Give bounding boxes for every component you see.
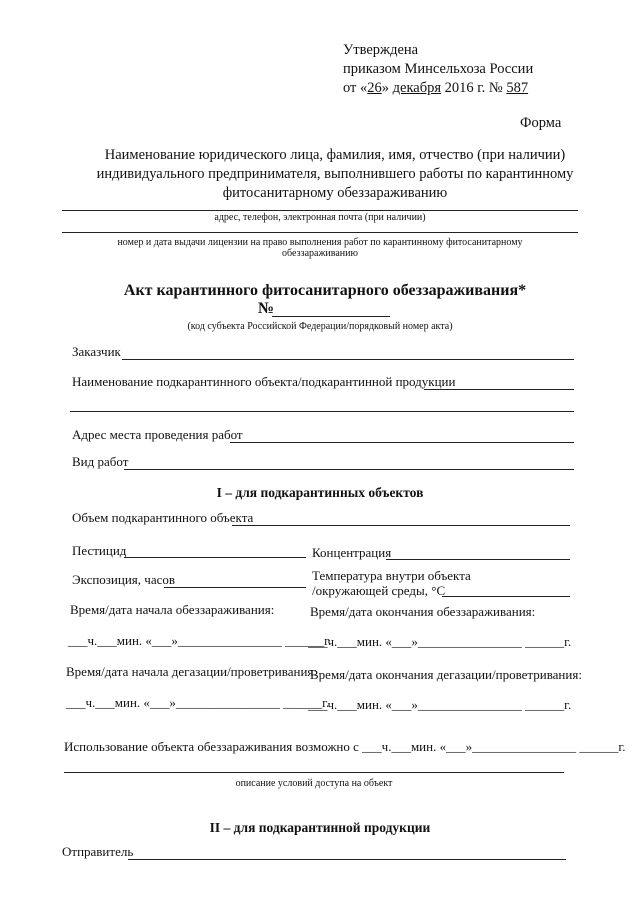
org-name-line[interactable] — [62, 210, 578, 211]
concentration-label: Концентрация — [312, 545, 392, 560]
act-number-caption: (код субъекта Российской Федерации/порядковый номер акта) — [187, 321, 453, 332]
work-address-field[interactable] — [230, 442, 574, 443]
object-name-field[interactable] — [424, 389, 574, 390]
exposure-label: Экспозиция, часов — [72, 572, 176, 587]
concentration-field[interactable] — [386, 559, 570, 560]
org-heading-line-3: фитосанитарному обеззараживанию — [222, 185, 448, 201]
act-number-sign: № — [258, 300, 275, 317]
usage-line[interactable]: Использование объекта обеззараживания возможно с ___ч.___мин. «___»________________ ______г. — [64, 739, 626, 754]
org-heading-line-2: индивидуального предпринимателя, выполнившего работы по карантинному — [96, 166, 574, 182]
approval-month: декабря — [392, 80, 442, 96]
approval-day: 26 — [367, 80, 382, 96]
disinfection-start-label: Время/дата начала обеззараживания: — [70, 602, 275, 617]
approval-year: 2016 г. № — [444, 80, 503, 96]
approval-close: » — [381, 80, 390, 96]
work-type-field[interactable] — [124, 469, 574, 470]
license-line[interactable] — [62, 232, 578, 233]
license-caption-2: обеззараживанию — [282, 248, 358, 259]
section1-title: I – для подкарантинных объектов — [216, 485, 424, 500]
volume-label: Объем подкарантинного объекта — [72, 510, 254, 525]
org-heading-line-1: Наименование юридического лица, фамилия, имя, отчество (при наличии) — [104, 147, 566, 163]
approval-ot: от « — [343, 80, 368, 96]
work-type-label: Вид работ — [72, 454, 129, 469]
customer-field[interactable] — [122, 359, 574, 360]
exposure-field[interactable] — [164, 587, 306, 588]
sender-label: Отправитель — [62, 844, 134, 859]
approval-line-2: приказом Минсельхоза России — [343, 61, 534, 77]
customer-label: Заказчик — [72, 344, 121, 359]
sender-field[interactable] — [128, 859, 566, 860]
approval-number: 587 — [506, 80, 529, 96]
disinfection-end-label: Время/дата окончания обеззараживания: — [310, 604, 536, 619]
temp-label-2-text: /окружающей среды, — [312, 583, 429, 598]
section2-title: II – для подкарантинной продукции — [209, 820, 431, 835]
pesticide-label: Пестицид — [72, 543, 127, 558]
degassing-start-label: Время/дата начала дегазации/проветривания: — [66, 664, 318, 679]
disinfection-start-time[interactable]: ___ч.___мин. «___»________________ ______г. — [68, 633, 332, 648]
temp-field[interactable] — [442, 596, 570, 597]
address-caption: адрес, телефон, электронная почта (при наличии) — [214, 212, 426, 223]
disinfection-end-time[interactable]: ___ч.___мин. «___»________________ ______г. — [308, 634, 572, 649]
degassing-end-label: Время/дата окончания дегазации/проветривания: — [310, 667, 582, 682]
approval-date-line — [343, 81, 528, 96]
degassing-end-time[interactable]: ___ч.___мин. «___»________________ ______г. — [308, 697, 572, 712]
volume-field[interactable] — [232, 525, 570, 526]
temp-label-2 — [312, 584, 445, 597]
form-label: Форма — [520, 115, 562, 131]
license-caption-1: номер и дата выдачи лицензии на право выполнения работ по карантинному фитосанитарному — [117, 237, 523, 248]
temp-label-1: Температура внутри объекта — [312, 568, 471, 583]
act-number-line[interactable] — [272, 316, 390, 317]
work-address-label: Адрес места проведения работ — [72, 427, 243, 442]
temp-unit: °С — [431, 583, 446, 598]
object-name-field-2[interactable] — [70, 411, 574, 412]
access-field[interactable] — [64, 772, 564, 773]
object-name-label: Наименование подкарантинного объекта/подкарантинной продукции — [72, 374, 456, 389]
approval-line-1: Утверждена — [343, 42, 419, 58]
access-caption: описание условий доступа на объект — [235, 778, 393, 789]
pesticide-field[interactable] — [124, 557, 306, 558]
act-title: Акт карантинного фитосанитарного обеззараживания* — [123, 282, 527, 299]
degassing-start-time[interactable]: ___ч.___мин. «___»________________ ______г. — [66, 695, 330, 710]
